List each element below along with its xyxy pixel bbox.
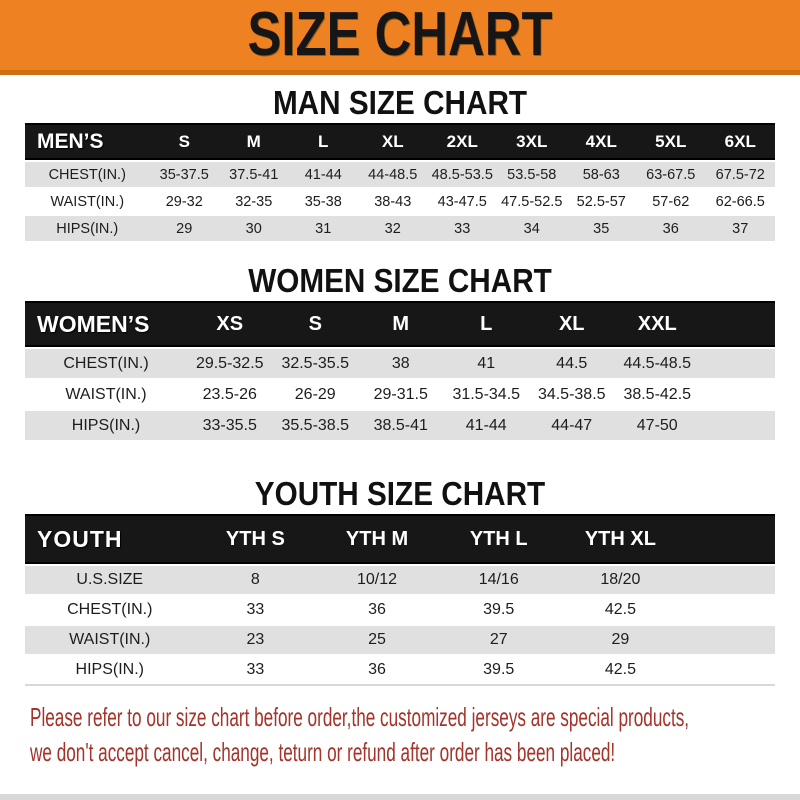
youth-column-yth-l: YTH L [438, 514, 560, 564]
women-header-spacer [700, 301, 775, 347]
youth-hips-in-yth-s: 33 [195, 656, 317, 686]
men-waist-in-5xl: 57-62 [636, 189, 706, 214]
youth-row-spacer [681, 596, 775, 624]
men-chest-in-m: 37.5-41 [219, 162, 289, 187]
women-size-table [25, 299, 775, 442]
disclaimer-line-2: we don't accept cancel, change, teturn or refund after order has been placed! [30, 737, 616, 767]
youth-column-yth-xl: YTH XL [560, 514, 682, 564]
men-waist-in-m: 32-35 [219, 189, 289, 214]
disclaimer-paragraph-2 [30, 737, 800, 772]
men-waist-in-3xl: 47.5-52.5 [497, 189, 567, 214]
men-hips-in-xl: 32 [358, 216, 428, 241]
women-hips-in-xl: 44-47 [529, 411, 615, 440]
women-waist-in-xs: 23.5-26 [187, 380, 273, 409]
men-waist-in-s: 29-32 [150, 189, 220, 214]
men-size-table [25, 121, 775, 243]
youth-waist-in-yth-l: 27 [438, 626, 560, 654]
women-header-row [25, 301, 775, 347]
men-column-3xl: 3XL [497, 123, 567, 160]
women-column-xs: XS [187, 301, 273, 347]
men-hips-in-l: 31 [289, 216, 359, 241]
men-hips-in-5xl: 36 [636, 216, 706, 241]
youth-u-s-size-yth-m: 10/12 [316, 566, 438, 594]
men-hips-in-s: 29 [150, 216, 220, 241]
women-column-l: L [444, 301, 530, 347]
men-column-s: S [150, 123, 220, 160]
men-header-row [25, 123, 775, 160]
women-table-label: WOMEN’S [25, 301, 187, 347]
youth-hips-in-yth-xl: 42.5 [560, 656, 682, 686]
youth-header-row [25, 514, 775, 564]
women-column-s: S [273, 301, 359, 347]
section-men [0, 85, 800, 243]
youth-hips-in-yth-l: 39.5 [438, 656, 560, 686]
youth-chest-in-yth-s: 33 [195, 596, 317, 624]
women-row-spacer [700, 380, 775, 409]
women-row-chest-in [25, 349, 775, 378]
women-hips-in-xs: 33-35.5 [187, 411, 273, 440]
disclaimer-line-1: Please refer to our size chart before order,the customized jerseys are special products, [30, 702, 690, 732]
youth-waist-in-yth-s: 23 [195, 626, 317, 654]
women-row-spacer [700, 349, 775, 378]
men-hips-in-m: 30 [219, 216, 289, 241]
women-waist-in-m: 29-31.5 [358, 380, 444, 409]
men-table-label: MEN’S [25, 123, 150, 160]
section-youth [0, 476, 800, 688]
men-hips-in-4xl: 35 [567, 216, 637, 241]
men-chest-in-5xl: 63-67.5 [636, 162, 706, 187]
men-chest-in-xl: 44-48.5 [358, 162, 428, 187]
men-column-m: M [219, 123, 289, 160]
youth-row-label-chest-in: CHEST(IN.) [25, 596, 195, 624]
men-chest-in-6xl: 67.5-72 [706, 162, 776, 187]
youth-header-spacer [681, 514, 775, 564]
men-section-title: MAN SIZE CHART [272, 84, 528, 121]
men-waist-in-6xl: 62-66.5 [706, 189, 776, 214]
women-waist-in-xxl: 38.5-42.5 [615, 380, 701, 409]
women-chest-in-xxl: 44.5-48.5 [615, 349, 701, 378]
youth-row-label-u-s-size: U.S.SIZE [25, 566, 195, 594]
youth-row-hips-in [25, 656, 775, 686]
women-hips-in-m: 38.5-41 [358, 411, 444, 440]
youth-u-s-size-yth-l: 14/16 [438, 566, 560, 594]
men-chest-in-s: 35-37.5 [150, 162, 220, 187]
men-chest-in-4xl: 58-63 [567, 162, 637, 187]
youth-row-spacer [681, 566, 775, 594]
men-row-chest-in [25, 162, 775, 187]
youth-waist-in-yth-m: 25 [316, 626, 438, 654]
women-hips-in-xxl: 47-50 [615, 411, 701, 440]
disclaimer-paragraph-1 [30, 702, 800, 737]
men-chest-in-2xl: 48.5-53.5 [428, 162, 498, 187]
women-chest-in-xl: 44.5 [529, 349, 615, 378]
men-chest-in-3xl: 53.5-58 [497, 162, 567, 187]
women-row-waist-in [25, 380, 775, 409]
youth-chest-in-yth-l: 39.5 [438, 596, 560, 624]
bottom-strip [0, 794, 800, 800]
women-hips-in-l: 41-44 [444, 411, 530, 440]
women-hips-in-s: 35.5-38.5 [273, 411, 359, 440]
men-hips-in-3xl: 34 [497, 216, 567, 241]
banner-title: SIZE CHART [247, 0, 553, 69]
women-chest-in-m: 38 [358, 349, 444, 378]
women-waist-in-s: 26-29 [273, 380, 359, 409]
men-chest-in-l: 41-44 [289, 162, 359, 187]
women-chest-in-s: 32.5-35.5 [273, 349, 359, 378]
men-waist-in-2xl: 43-47.5 [428, 189, 498, 214]
youth-table-label: YOUTH [25, 514, 195, 564]
men-waist-in-l: 35-38 [289, 189, 359, 214]
women-section-title: WOMEN SIZE CHART [248, 262, 552, 299]
men-hips-in-6xl: 37 [706, 216, 776, 241]
section-women [0, 263, 800, 442]
women-row-label-waist-in: WAIST(IN.) [25, 380, 187, 409]
youth-row-u-s-size [25, 566, 775, 594]
women-column-xxl: XXL [615, 301, 701, 347]
women-chest-in-l: 41 [444, 349, 530, 378]
youth-column-yth-s: YTH S [195, 514, 317, 564]
men-row-hips-in [25, 216, 775, 241]
women-row-label-chest-in: CHEST(IN.) [25, 349, 187, 378]
women-waist-in-xl: 34.5-38.5 [529, 380, 615, 409]
men-column-5xl: 5XL [636, 123, 706, 160]
men-column-4xl: 4XL [567, 123, 637, 160]
youth-waist-in-yth-xl: 29 [560, 626, 682, 654]
youth-row-chest-in [25, 596, 775, 624]
youth-row-spacer [681, 656, 775, 686]
men-row-label-hips-in: HIPS(IN.) [25, 216, 150, 241]
women-column-xl: XL [529, 301, 615, 347]
youth-hips-in-yth-m: 36 [316, 656, 438, 686]
women-chest-in-xs: 29.5-32.5 [187, 349, 273, 378]
men-row-label-waist-in: WAIST(IN.) [25, 189, 150, 214]
men-hips-in-2xl: 33 [428, 216, 498, 241]
youth-row-spacer [681, 626, 775, 654]
men-row-waist-in [25, 189, 775, 214]
women-row-spacer [700, 411, 775, 440]
women-row-hips-in [25, 411, 775, 440]
men-column-6xl: 6XL [706, 123, 776, 160]
youth-size-table [25, 512, 775, 688]
women-row-label-hips-in: HIPS(IN.) [25, 411, 187, 440]
women-column-m: M [358, 301, 444, 347]
men-waist-in-4xl: 52.5-57 [567, 189, 637, 214]
disclaimer [30, 702, 800, 772]
youth-section-title: YOUTH SIZE CHART [254, 475, 546, 512]
banner [0, 0, 800, 75]
men-column-2xl: 2XL [428, 123, 498, 160]
youth-row-label-waist-in: WAIST(IN.) [25, 626, 195, 654]
men-column-xl: XL [358, 123, 428, 160]
men-column-l: L [289, 123, 359, 160]
youth-column-yth-m: YTH M [316, 514, 438, 564]
women-waist-in-l: 31.5-34.5 [444, 380, 530, 409]
youth-row-waist-in [25, 626, 775, 654]
youth-chest-in-yth-xl: 42.5 [560, 596, 682, 624]
men-waist-in-xl: 38-43 [358, 189, 428, 214]
men-row-label-chest-in: CHEST(IN.) [25, 162, 150, 187]
youth-u-s-size-yth-xl: 18/20 [560, 566, 682, 594]
youth-u-s-size-yth-s: 8 [195, 566, 317, 594]
youth-row-label-hips-in: HIPS(IN.) [25, 656, 195, 686]
youth-chest-in-yth-m: 36 [316, 596, 438, 624]
